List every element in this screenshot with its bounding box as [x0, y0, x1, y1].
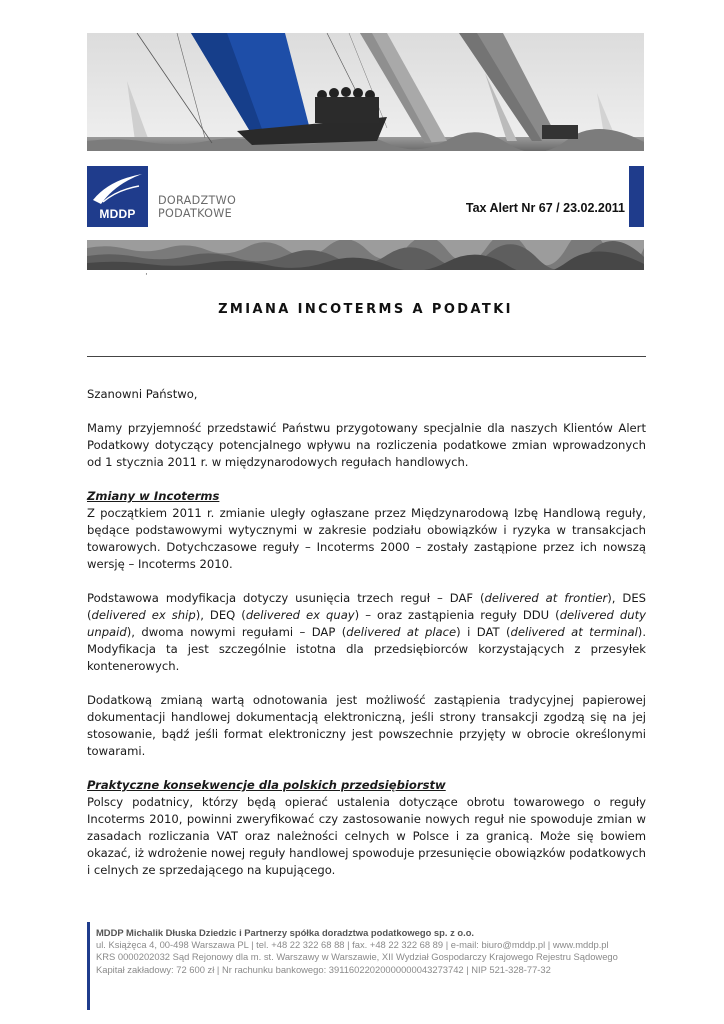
- footer-contact-line: ul. Książęca 4, 00-498 Warszawa PL | tel. +48 22 322 68 88 | fax. +48 22 322 68 89 | e-mail: biuro@mddp.pl | www.mddp.pl: [96, 939, 609, 951]
- header-photo-waves: [87, 240, 644, 270]
- brand-line-1: DORADZTWO: [158, 194, 237, 207]
- term-dap: delivered at place: [346, 625, 457, 639]
- paragraph-incoterms-1: Z początkiem 2011 r. zmianie uległy ogłaszane przez Międzynarodową Izbę Handlową reguły, będące podstawowymi wytycznymi w zakresie podziału obowiązków i ryzyka w transakcjach towarowych. Dotychczasowe reguły – Incoterms 2000 – zostały zastąpione przez ich nowszą wersję – Incoterms 2010.: [87, 506, 646, 571]
- section-heading-consequences: Praktyczne konsekwencje dla polskich przedsiębiorstw: [87, 778, 446, 792]
- footer-capital-line: Kapitał zakładowy: 72 600 zł | Nr rachunku bankowego: 39116022020000000043273742 | NIP 521-328-77-32: [96, 963, 551, 975]
- text-part: ). Modyfikacja ta jest szczególnie istotna dla przedsiębiorców korzystających z przesyłek kontenerowych.: [87, 625, 647, 673]
- title-divider: [87, 356, 646, 357]
- footer-accent-bar: [87, 922, 90, 1010]
- term-deq: delivered ex quay: [245, 608, 355, 622]
- stray-dot: ·: [145, 270, 148, 280]
- intro-paragraph: Mamy przyjemność przedstawić Państwu przygotowany specjalnie dla naszych Klientów Alert Podatkowy dotyczący potencjalnego wpływu na rozliczenia podatkowe zmian wprowadzonych od 1 stycznia 2011 r. w międzynarodowych regułach handlowych.: [87, 421, 646, 469]
- paragraph-consequences-1: Polscy podatnicy, którzy będą opierać ustalenia dotyczące obrotu towarowego o reguły Incoterms 2010, powinni zweryfikować czy zastosowanie nowych reguł nie spowoduje zmian w zasadach rozliczania VAT oraz należności celnych w Polsce i za granicą. Może się bowiem okazać, iż wdrożenie nowej reguły handlowej spowoduje przesunięcie obowiązków podatkowych i celnych ze sprzedającego na kupującego.: [87, 795, 646, 877]
- paragraph-incoterms-3: Dodatkową zmianą wartą odnotowania jest możliwość zastąpienia tradycyjnej papierowej dokumentacji handlowej dokumentacją elektroniczną, jeśli strony transakcji zgodzą się na jej stosowanie, bądź jeśli format elektroniczny jest powszechnie przyjęty w obrocie określonymi towarami.: [87, 693, 646, 758]
- logo-text: MDDP: [99, 207, 136, 221]
- document-title: ZMIANA INCOTERMS A PODATKI: [218, 302, 513, 317]
- brand-line-2: PODATKOWE: [158, 206, 232, 220]
- header-accent-bar: [629, 166, 644, 227]
- term-daf: delivered at frontier: [484, 591, 608, 605]
- header-photo-sailboats: [87, 33, 644, 151]
- brand-name: [158, 195, 236, 220]
- company-logo: [87, 166, 148, 227]
- footer: [96, 927, 648, 976]
- text-part: ) i DAT (: [456, 625, 511, 639]
- document-body: [87, 386, 646, 879]
- footer-registry-line: KRS 0000202032 Sąd Rejonowy dla m. st. Warszawy w Warszawie, XII Wydział Gospodarczy Krajowego Rejestru Sądowego: [96, 951, 618, 963]
- text-part: ) – oraz zastąpienia reguły DDU (: [354, 608, 560, 622]
- term-des: delivered ex ship: [91, 608, 196, 622]
- text-part: Podstawowa modyfikacja dotyczy usunięcia trzech reguł – DAF (: [87, 591, 485, 605]
- greeting: Szanowni Państwo,: [87, 387, 198, 401]
- alert-number-date: Tax Alert Nr 67 / 23.02.2011: [465, 201, 625, 215]
- section-heading-incoterms: Zmiany w Incoterms: [87, 489, 220, 503]
- text-part: ), dwoma nowymi regułami – DAP (: [126, 625, 347, 639]
- term-ddu: delivered duty unpaid: [87, 608, 646, 639]
- footer-company-name: MDDP Michalik Dłuska Dziedzic i Partnerzy spółka doradztwa podatkowego sp. z o.o.: [96, 927, 475, 938]
- text-part: ), DEQ (: [195, 608, 246, 622]
- term-dat: delivered at terminal: [510, 625, 638, 639]
- paragraph-incoterms-2: [87, 590, 646, 675]
- text-part: ), DES (: [87, 591, 647, 622]
